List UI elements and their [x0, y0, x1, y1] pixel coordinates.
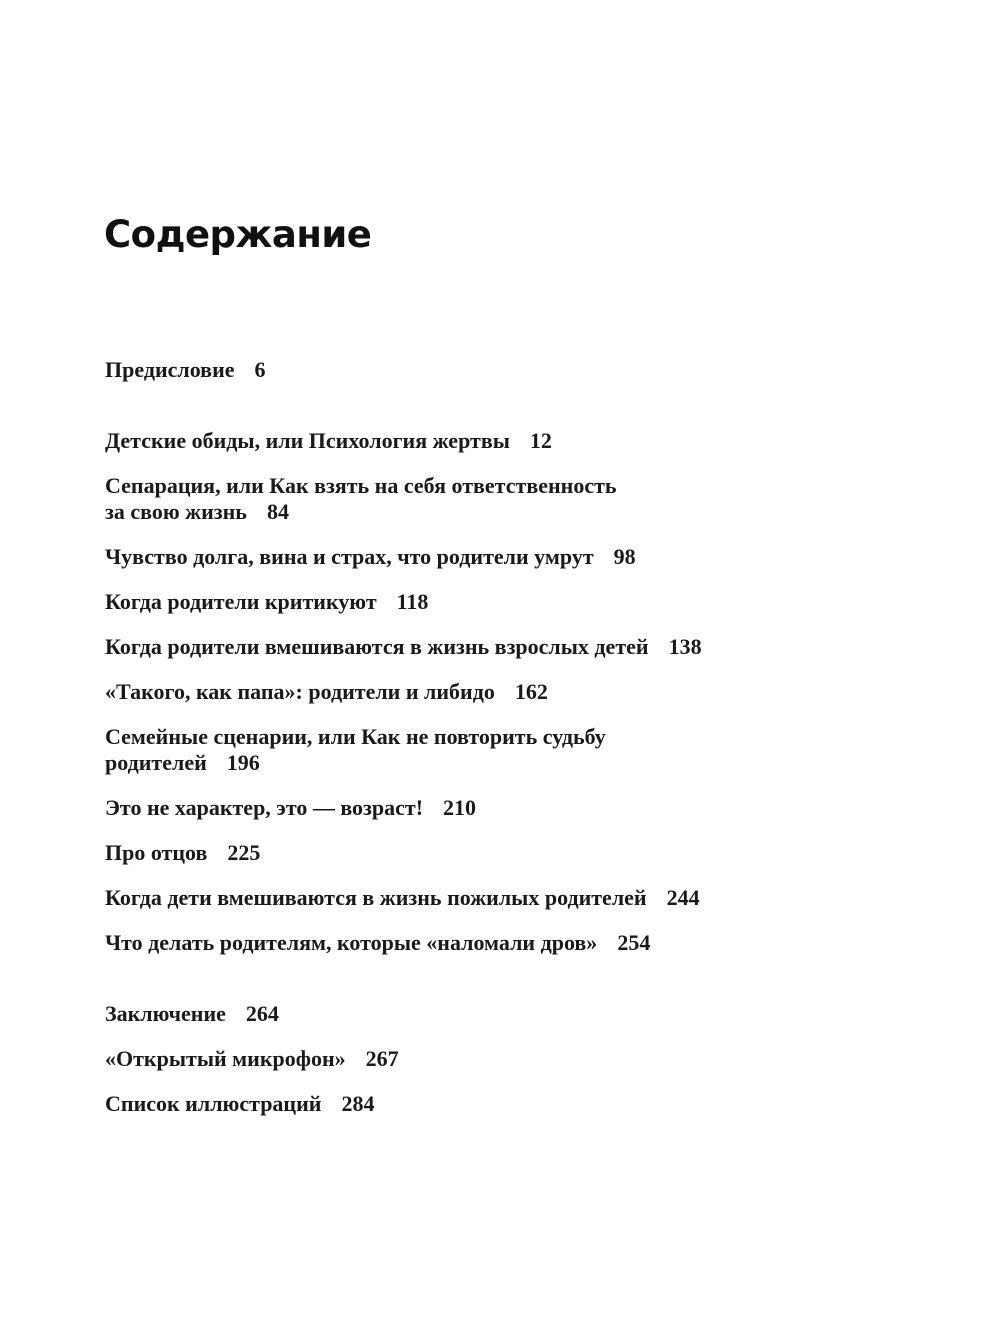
toc-entry-title: Что делать родителям, которые «наломали дров»	[105, 930, 598, 955]
toc-entry-title: Детские обиды, или Психология жертвы	[105, 428, 510, 453]
toc-back-group	[105, 1001, 865, 1117]
toc-entry[interactable]	[105, 885, 865, 911]
toc-entry-page: 98	[613, 544, 636, 569]
toc-entry-page: 6	[254, 357, 266, 382]
toc-entry[interactable]	[105, 840, 865, 866]
toc-entry-title: «Такого, как папа»: родители и либидо	[105, 679, 495, 704]
toc-entry[interactable]	[105, 930, 865, 956]
toc-chapters-group	[105, 428, 865, 956]
toc-entry-title: Это не характер, это — возраст!	[105, 795, 424, 820]
toc-entry-page: 225	[227, 840, 261, 865]
toc-entry-title: Когда родители критикуют	[105, 589, 377, 614]
toc-entry-page: 138	[668, 634, 702, 659]
page-title: Содержание	[104, 213, 372, 256]
toc-entry[interactable]	[105, 724, 865, 776]
toc-entry-title: Чувство долга, вина и страх, что родители умрут	[105, 544, 594, 569]
toc-entry-page: 12	[529, 428, 552, 453]
toc-entry-page: 118	[396, 589, 429, 614]
toc-entry-page: 244	[666, 885, 700, 910]
toc-entry[interactable]	[105, 679, 865, 705]
toc-entry[interactable]	[105, 544, 865, 570]
toc-entry-page: 254	[617, 930, 651, 955]
toc-entry[interactable]	[105, 1046, 865, 1072]
toc-entry[interactable]	[105, 795, 865, 821]
toc-entry-page: 84	[266, 499, 289, 524]
toc-entry-page: 264	[245, 1001, 279, 1026]
toc-entry[interactable]	[105, 357, 865, 383]
toc-entry[interactable]	[105, 1001, 865, 1027]
toc-entry-title: Когда родители вмешиваются в жизнь взрослых детей	[105, 634, 649, 659]
toc-entry-title: Сепарация, или Как взять на себя ответственность за свою жизнь	[105, 473, 617, 524]
toc-entry[interactable]	[105, 1091, 865, 1117]
toc-entry-title: Предисловие	[105, 357, 235, 382]
toc-entry-title: Семейные сценарии, или Как не повторить судьбу родителей	[105, 724, 606, 775]
toc-entry[interactable]	[105, 473, 865, 525]
toc-entry-page: 210	[443, 795, 477, 820]
toc-entry-title: Заключение	[105, 1001, 226, 1026]
toc-entry-title: Про отцов	[105, 840, 208, 865]
toc-entry-title: Список иллюстраций	[105, 1091, 322, 1116]
toc-entry[interactable]	[105, 589, 865, 615]
toc-front-group	[105, 357, 865, 383]
toc-entry[interactable]	[105, 428, 865, 454]
toc-entry[interactable]	[105, 634, 865, 660]
toc-entry-page: 284	[341, 1091, 375, 1116]
table-of-contents	[105, 357, 865, 1117]
toc-entry-title: Когда дети вмешиваются в жизнь пожилых родителей	[105, 885, 647, 910]
toc-entry-title: «Открытый микрофон»	[105, 1046, 346, 1071]
toc-entry-page: 267	[365, 1046, 399, 1071]
toc-entry-page: 162	[514, 679, 548, 704]
toc-entry-page: 196	[226, 750, 260, 775]
